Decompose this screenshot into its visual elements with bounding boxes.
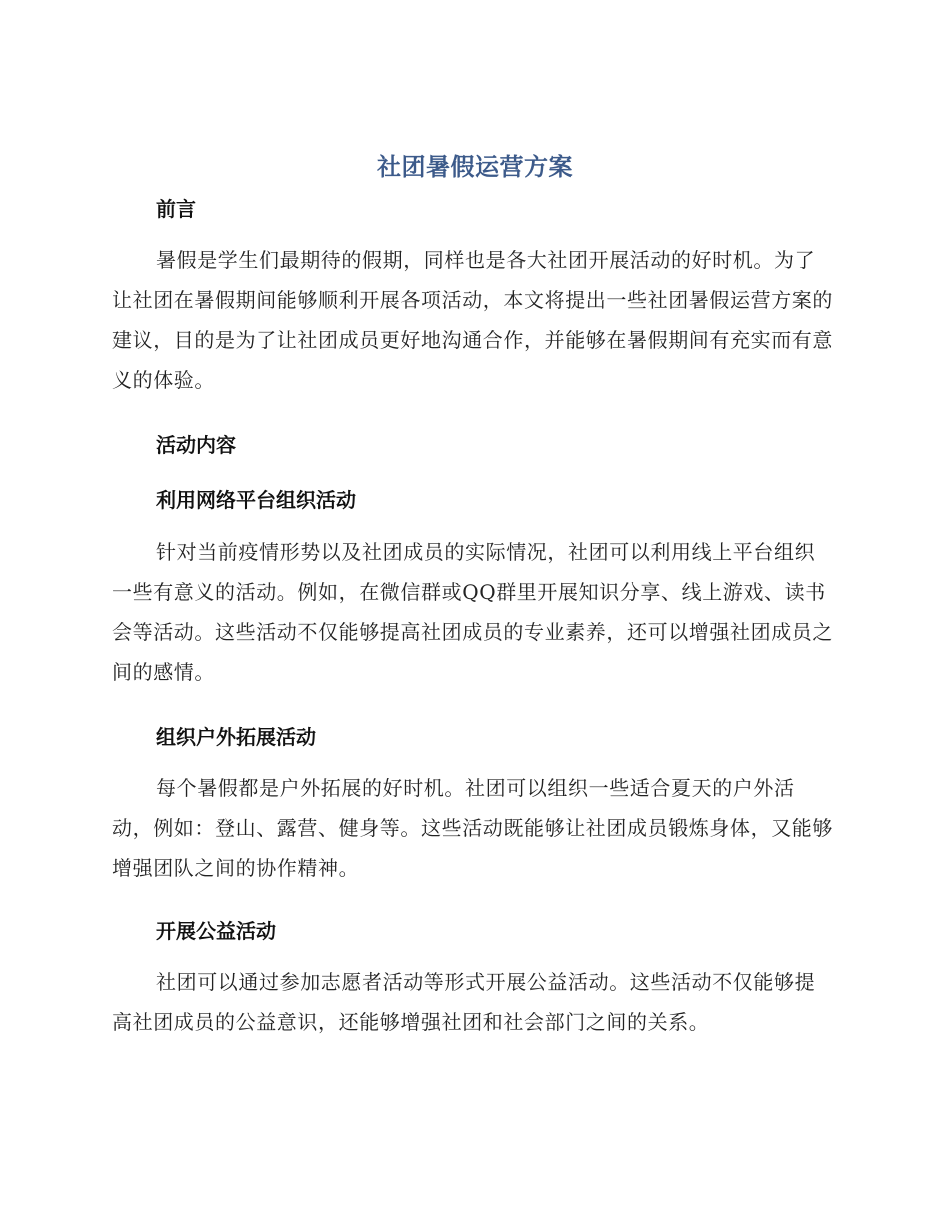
charity-paragraph: 社团可以通过参加志愿者活动等形式开展公益活动。这些活动不仅能够提高社团成员的公益意识，还能够增强社团和社会部门之间的关系。: [112, 970, 816, 1034]
preface-paragraph: 暑假是学生们最期待的假期，同样也是各大社团开展活动的好时机。为了让社团在暑假期间能够顺利开展各项活动，本文将提出一些社团暑假运营方案的建议，目的是为了让社团成员更好地沟通合作，并能够在暑假期间有充实而有意义的体验。: [112, 248, 833, 392]
online-paragraph: 针对当前疫情形势以及社团成员的实际情况，社团可以利用线上平台组织一些有意义的活动。例如，在微信群或QQ群里开展知识分享、线上游戏、读书会等活动。这些活动不仅能够提高社团成员的专业素养，还可以增强社团成员之间的感情。: [112, 540, 833, 684]
outdoor-paragraph: 每个暑假都是户外拓展的好时机。社团可以组织一些适合夏天的户外活动，例如：登山、露营、健身等。这些活动既能够让社团成员锻炼身体，又能够增强团队之间的协作精神。: [112, 776, 833, 880]
section-heading-content: 活动内容: [156, 433, 236, 457]
document-title: 社团暑假运营方案: [377, 153, 573, 181]
subsection-heading-outdoor: 组织户外拓展活动: [156, 725, 316, 749]
subsection-heading-online: 利用网络平台组织活动: [156, 488, 356, 512]
subsection-heading-charity: 开展公益活动: [156, 919, 276, 943]
section-heading-preface: 前言: [156, 197, 196, 221]
